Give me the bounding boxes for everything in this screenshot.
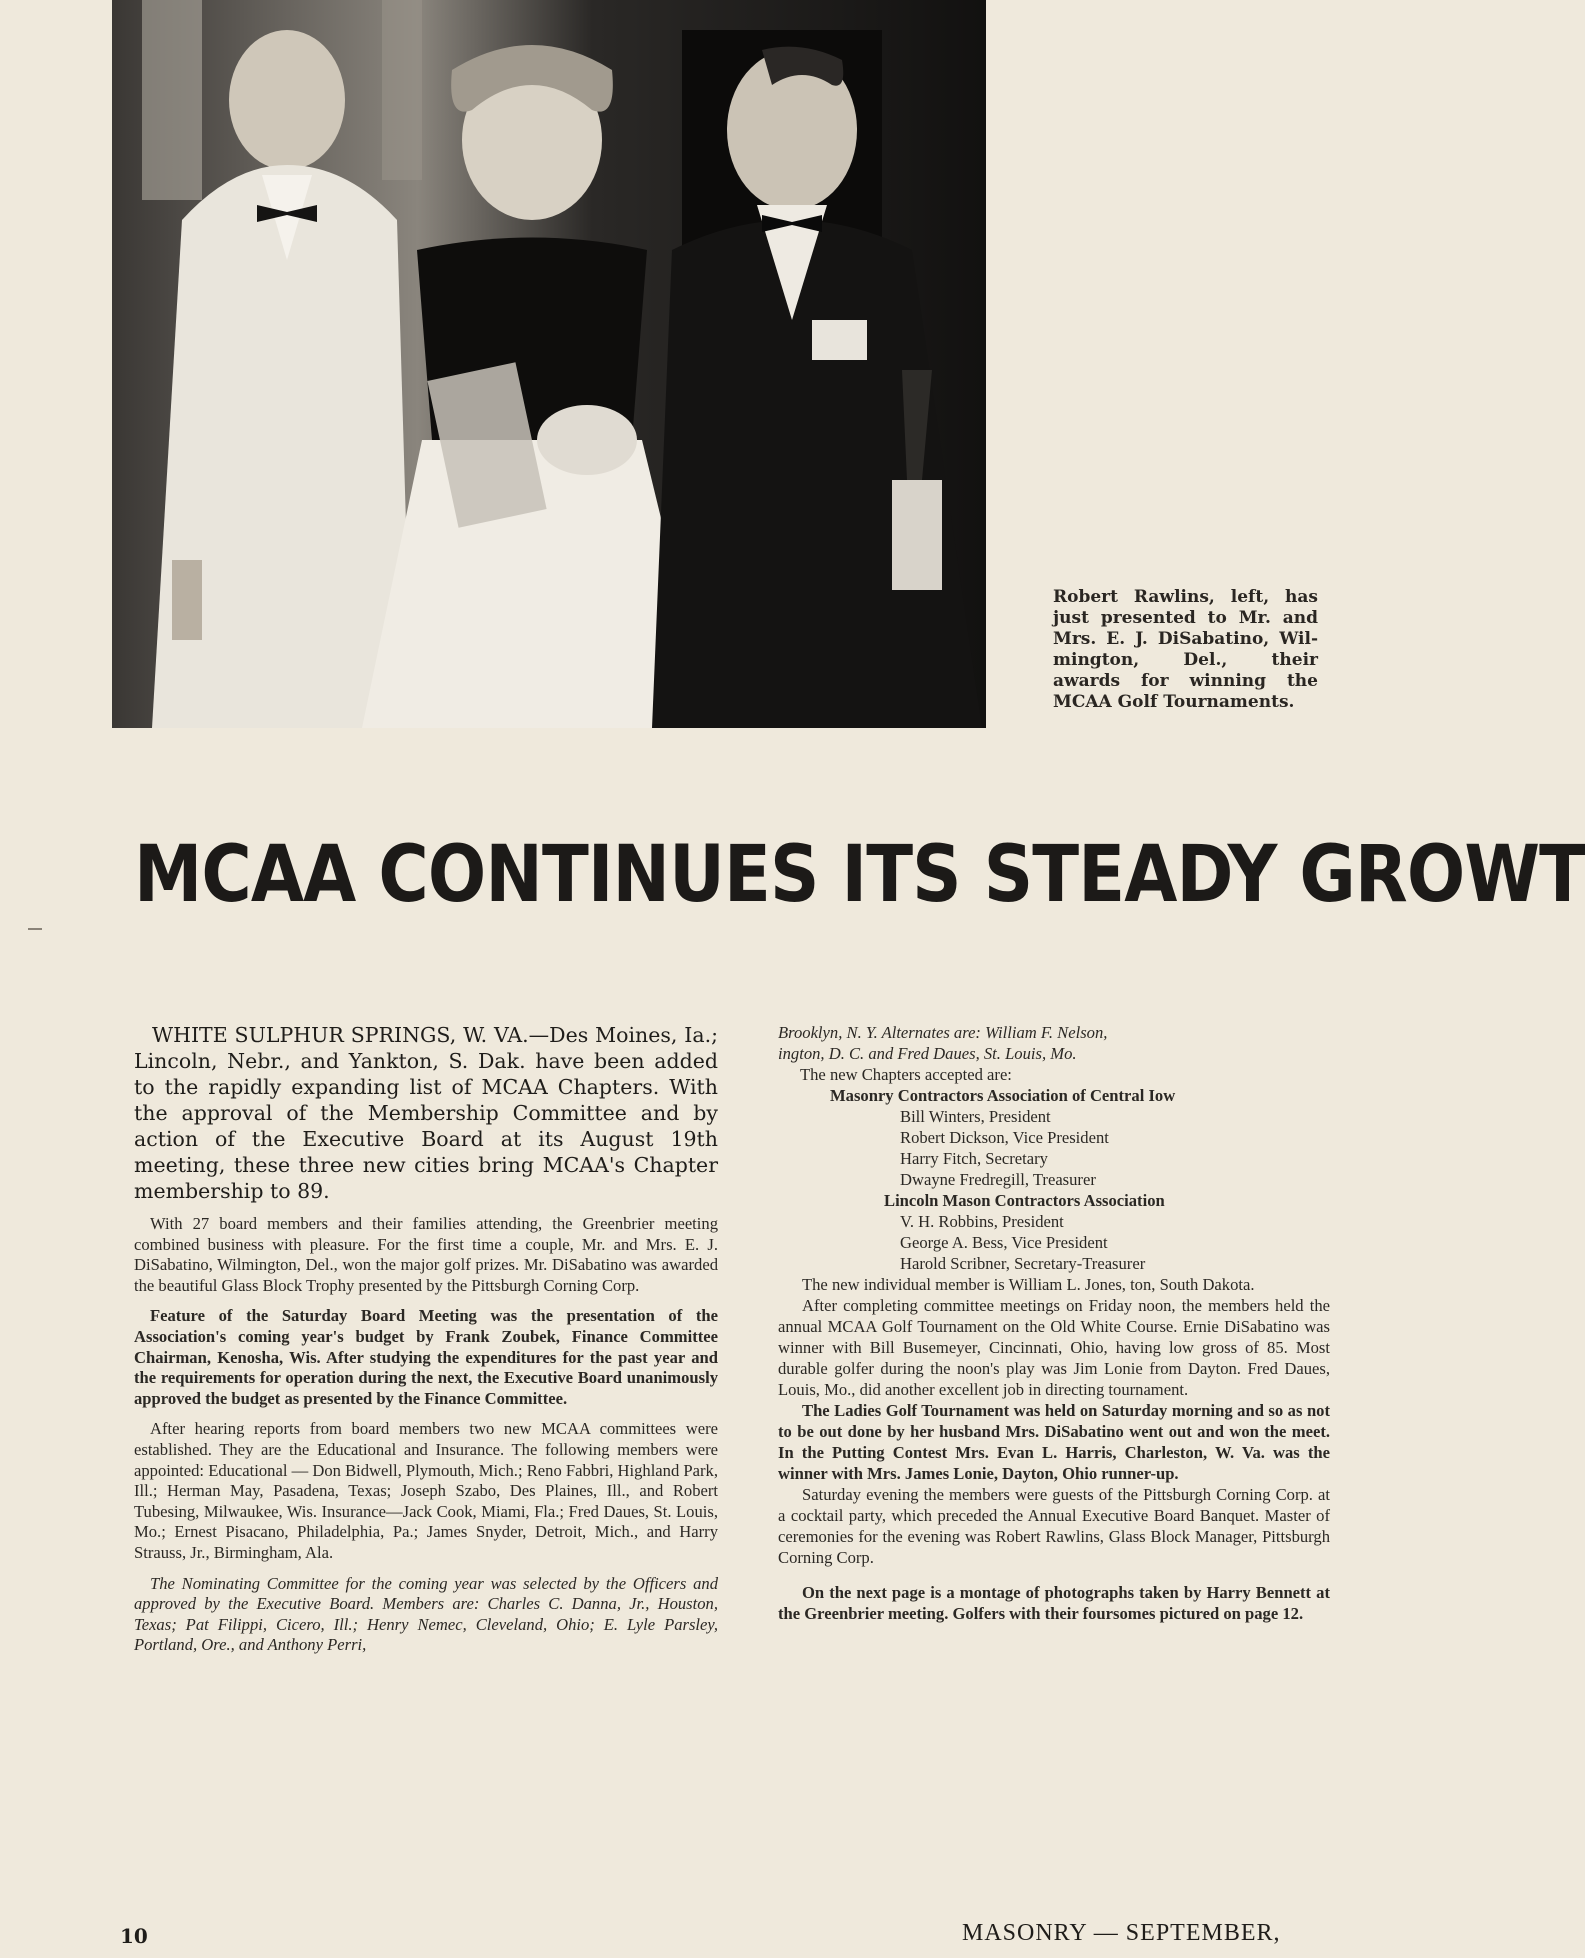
body-paragraph-nominating: The Nominating Committee for the coming year was selected by the Officers and approved by the Executive Board. Members are: Charles C. Danna, Jr., Houston, Texas; Pat Filippi, Cicero, Ill.; Henry Nemec, Cleveland, Ohio; E. Lyle Parsley, Portland, Ore., and Anthony Perri,	[134, 1573, 718, 1655]
caption-line: MCAA Golf Tournaments.	[1053, 692, 1295, 712]
article-headline: MCAA CONTINUES ITS STEADY GROWT	[134, 830, 1585, 920]
caption-line: Mrs. E. J. DiSabatino, Wil-	[1053, 629, 1318, 649]
spacer	[778, 1568, 1330, 1582]
caption-line: Robert Rawlins, left, has	[1053, 587, 1318, 607]
body-paragraph-evening: Saturday evening the members were guests of the Pittsburgh Corning Corp. at a cocktail party, which preceded the Annual Executive Board Banquet. Master of ceremonies for the evening was Robert Rawlins, Glass Block Manager, Pittsburgh Corning Corp.	[778, 1485, 1330, 1567]
caption-line: awards for winning the	[1053, 671, 1318, 691]
publication-footer: MASONRY — SEPTEMBER,	[962, 1920, 1281, 1946]
body-paragraph-ladies: The Ladies Golf Tournament was held on Saturday morning and so as not to be out done by her husband Mrs. DiSabatino went out and won the meet. In the Putting Contest Mrs. Evan L. Harris, Charleston, W. Va. was the winner with Mrs. James Lonie, Dayton, Ohio runner-up.	[778, 1401, 1330, 1483]
body-paragraph-golf: After completing committee meetings on Friday noon, the members held the annual MCAA Golf Tournament on the Old White Course. Ernie DiSabatino was winner with Bill Busemeyer, Cincinnati, Ohio, having low gross of 85. Most durable golfer during the noon's play was Jim Lonie from Dayton. Fred Daues, Louis, Mo., did another excellent job in directing tournament.	[778, 1296, 1330, 1399]
page-number: 10	[120, 1924, 148, 1948]
right-column	[778, 1022, 1330, 1872]
chapter-officer: V. H. Robbins, President	[900, 1212, 1064, 1231]
chapter-officer: George A. Bess, Vice President	[900, 1233, 1108, 1252]
body-paragraph-committees: After hearing reports from board members two new MCAA committees were established. They are the Educational and Insurance. The following members were appointed: Educational — Don Bidwell, Plymouth, Mich.; Reno Fabbri, Highland Park, Ill.; Herman May, Pasadena, Texas; Joseph Szabo, Des Plaines, Ill., and Robert Tubesing, Milwaukee, Wis. Insurance—Jack Cook, Miami, Fla.; Fred Daues, St. Louis, Mo.; Ernest Pisacano, Philadelphia, Pa.; James Snyder, Detroit, Mich., and Harry Strauss, Jr., Birmingham, Ala.	[134, 1419, 718, 1562]
continued-line: ington, D. C. and Fred Daues, St. Louis, Mo.	[778, 1044, 1077, 1063]
chapter-officer: Robert Dickson, Vice President	[900, 1128, 1109, 1147]
caption-line: mington, Del., their	[1053, 650, 1318, 670]
photo-award-presentation	[112, 0, 986, 728]
continued-line: Brooklyn, N. Y. Alternates are: William F. Nelson,	[778, 1023, 1108, 1042]
lead-paragraph: WHITE SULPHUR SPRINGS, W. VA.—Des Moines, Ia.; Lincoln, Nebr., and Yankton, S. Dak. have been added to the rapidly expanding list of MCAA Chapters. With the approval of the Membership Committee and by action of the Executive Board at its August 19th meeting, these three new cities bring MCAA's Chapter membership to 89.	[134, 1023, 718, 1203]
caption-line: just presented to Mr. and	[1053, 608, 1318, 628]
margin-mark	[28, 928, 42, 930]
chapter-officer: Harry Fitch, Secretary	[900, 1149, 1048, 1168]
chapter-name: Lincoln Mason Contractors Association	[884, 1191, 1165, 1210]
chapter-officer: Harold Scribner, Secretary-Treasurer	[900, 1254, 1146, 1273]
chapter-officer: Bill Winters, President	[900, 1107, 1051, 1126]
chapter-name: Masonry Contractors Association of Central Iow	[830, 1086, 1176, 1105]
body-paragraph-budget: Feature of the Saturday Board Meeting was the presentation of the Association's coming year's budget by Frank Zoubek, Finance Committee Chairman, Kenosha, Wis. After studying the expenditures for the past year and the requirements for operation during the next, the Executive Board unanimously approved the budget as presented by the Finance Committee.	[134, 1306, 718, 1408]
body-paragraph-next-page: On the next page is a montage of photographs taken by Harry Bennett at the Greenbrier meeting. Golfers with their foursomes pictured on page 12.	[778, 1583, 1330, 1623]
body-paragraph: With 27 board members and their families attending, the Greenbrier meeting combined business with pleasure. For the first time a couple, Mr. and Mrs. E. J. DiSabatino, Wilmington, Del., won the major golf prizes. Mr. DiSabatino was awarded the beautiful Glass Block Trophy presented by the Pittsburgh Corning Corp.	[134, 1214, 718, 1295]
left-column	[134, 1022, 718, 1656]
chapter-officer: Dwayne Fredregill, Treasurer	[900, 1170, 1096, 1189]
new-chapters-intro: The new Chapters accepted are:	[800, 1065, 1012, 1084]
body-paragraph-individual: The new individual member is William L. Jones, ton, South Dakota.	[802, 1275, 1255, 1294]
photo-caption	[1053, 587, 1318, 713]
